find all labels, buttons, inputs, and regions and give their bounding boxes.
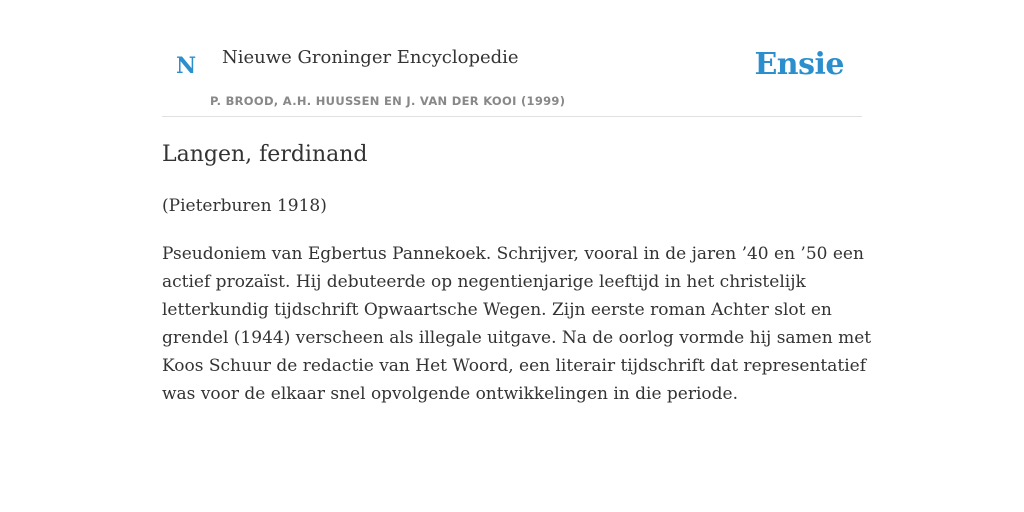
entry-body-line: grendel (1944) verscheen als illegale uitgave. Na de oorlog vormde hij samen met	[162, 328, 872, 348]
page-container	[162, 0, 872, 404]
ensie-logo-link[interactable]: Ensie	[754, 47, 844, 82]
entry-body-line: was voor de elkaar snel opvolgende ontwikkelingen in die periode.	[162, 384, 739, 404]
entry-body-line: Pseudoniem van Egbertus Pannekoek. Schrijver, vooral in de jaren ’40 en ’50 een	[162, 244, 864, 264]
entry-headword: Langen, ferdinand	[162, 142, 368, 167]
source-header	[162, 0, 862, 117]
entry-body-line: actief prozaïst. Hij debuteerde op negentienjarige leeftijd in het christelijk	[162, 272, 806, 292]
entry-body-line: Koos Schuur de redactie van Het Woord, een literair tijdschrift dat representatief	[162, 356, 867, 376]
source-title-link[interactable]: Nieuwe Groninger Encyclopedie	[222, 47, 519, 68]
source-authors: P. BROOD, A.H. HUUSSEN EN J. VAN DER KOOI (1999)	[210, 94, 566, 108]
entry-body	[162, 240, 872, 408]
source-logo[interactable]: N	[176, 53, 197, 79]
entry-birth-info: (Pieterburen 1918)	[162, 196, 327, 216]
entry-body-line: letterkundig tijdschrift Opwaartsche Wegen. Zijn eerste roman Achter slot en	[162, 300, 832, 320]
